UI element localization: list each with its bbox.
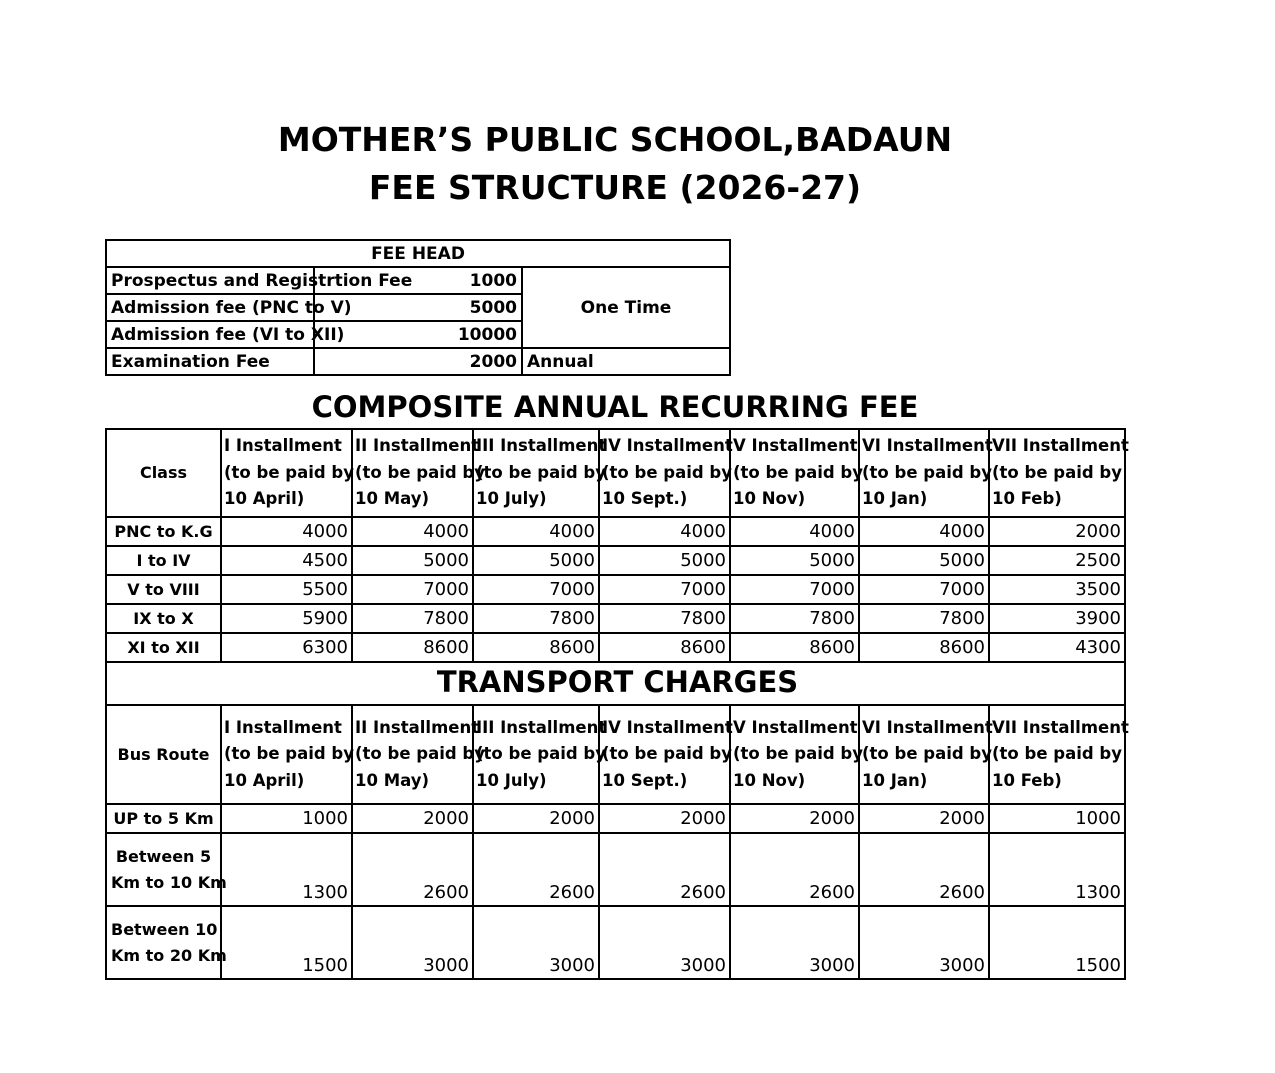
- installment-header: [352, 429, 485, 517]
- fee-cell: 8600: [352, 633, 473, 662]
- fee-cell: 7000: [730, 575, 859, 604]
- class-label: I to IV: [106, 546, 221, 575]
- charge-cell: 1000: [221, 804, 352, 833]
- charge-cell: 1500: [221, 906, 352, 979]
- charge-cell: 2600: [473, 833, 599, 906]
- bus-route-label: [106, 833, 227, 906]
- installment-header-line: 10 Jan): [862, 770, 928, 790]
- installment-header-line: (to be paid by: [733, 744, 863, 764]
- installment-header-line: VII Installment: [992, 717, 1129, 737]
- installment-header-line: (to be paid by: [992, 462, 1122, 482]
- class-label: PNC to K.G: [106, 517, 221, 546]
- installment-header: [989, 705, 1129, 804]
- fee-cell: 5000: [859, 546, 989, 575]
- transport-charges-table: [105, 704, 1129, 980]
- installment-header-line: II Installment: [355, 717, 480, 737]
- fee-cell: 4000: [352, 517, 473, 546]
- installment-header-line: II Installment: [355, 436, 480, 456]
- installment-header-line: I Installment: [224, 436, 342, 456]
- fee-amount: 5000: [314, 294, 522, 321]
- fee-cell: 5000: [730, 546, 859, 575]
- fee-cell: 4000: [473, 517, 599, 546]
- fee-cell: 4000: [730, 517, 859, 546]
- installment-header-line: V Installment: [733, 717, 858, 737]
- installment-header-line: (to be paid by: [602, 462, 732, 482]
- charge-cell: 2600: [859, 833, 989, 906]
- table-row: [106, 906, 1125, 979]
- fee-cell: 4000: [221, 517, 352, 546]
- fee-label: Examination Fee: [106, 348, 314, 375]
- table-row: [106, 604, 1125, 633]
- fee-cell: 7800: [473, 604, 599, 633]
- charge-cell: 2000: [352, 804, 473, 833]
- fee-cell: 5000: [599, 546, 730, 575]
- table-row: [106, 633, 1125, 662]
- fee-cell: 4300: [989, 633, 1125, 662]
- fee-cell: 7800: [352, 604, 473, 633]
- fee-cell: 2000: [989, 517, 1125, 546]
- charge-cell: 3000: [599, 906, 730, 979]
- installment-header-line: (to be paid by: [476, 744, 606, 764]
- table-row: [106, 546, 1125, 575]
- header-row: [106, 705, 1125, 804]
- fee-cell: 8600: [730, 633, 859, 662]
- installment-header-line: 10 Sept.): [602, 770, 688, 790]
- fee-head-header: FEE HEAD: [106, 240, 730, 267]
- table-row: [106, 517, 1125, 546]
- fee-label: Prospectus and Registrtion Fee: [106, 267, 314, 294]
- installment-header-line: 10 April): [224, 770, 305, 790]
- fee-cell: 5000: [473, 546, 599, 575]
- charge-cell: 2000: [859, 804, 989, 833]
- fee-head-table: [105, 239, 731, 376]
- installment-header: [473, 705, 607, 804]
- installment-header: [221, 429, 352, 517]
- installment-header: [989, 429, 1129, 517]
- installment-header: [730, 705, 863, 804]
- fee-cell: 5900: [221, 604, 352, 633]
- installment-header-line: (to be paid by: [355, 744, 485, 764]
- installment-header: [599, 429, 733, 517]
- class-label: IX to X: [106, 604, 221, 633]
- installment-header-line: III Installment: [476, 717, 607, 737]
- composite-fee-title: COMPOSITE ANNUAL RECURRING FEE: [311, 390, 919, 424]
- bus-route-label: [106, 804, 221, 833]
- fee-cell: 6300: [221, 633, 352, 662]
- installment-header-line: 10 Nov): [733, 770, 806, 790]
- fee-cell: 8600: [473, 633, 599, 662]
- installment-header-line: (to be paid by: [992, 744, 1122, 764]
- fee-cell: 7800: [599, 604, 730, 633]
- charge-cell: 2600: [599, 833, 730, 906]
- bus-route-label-line: Between 5: [115, 846, 212, 866]
- installment-header-line: VI Installment: [862, 436, 993, 456]
- installment-header-line: 10 July): [476, 770, 547, 790]
- fee-cell: 8600: [859, 633, 989, 662]
- charge-cell: 2600: [352, 833, 473, 906]
- charge-cell: 3000: [730, 906, 859, 979]
- fee-cell: 7000: [473, 575, 599, 604]
- installment-header-line: IV Installment: [602, 436, 733, 456]
- installment-header: [859, 705, 993, 804]
- first-column-header: Class: [106, 429, 221, 517]
- installment-header: [221, 705, 352, 804]
- installment-header-line: (to be paid by: [476, 462, 606, 482]
- bus-route-label-line: UP to 5 Km: [113, 808, 214, 828]
- fee-cell: 2500: [989, 546, 1125, 575]
- installment-header-line: 10 Feb): [992, 770, 1062, 790]
- transport-charges-title: TRANSPORT CHARGES: [436, 665, 799, 699]
- first-column-header: Bus Route: [106, 705, 221, 804]
- fee-cell: 4500: [221, 546, 352, 575]
- fee-label: Admission fee (VI to XII): [106, 321, 314, 348]
- installment-header-line: 10 July): [476, 489, 547, 509]
- bus-route-label-line: Km to 10 Km: [111, 872, 227, 892]
- installment-header-line: 10 Jan): [862, 489, 928, 509]
- charge-cell: 1300: [221, 833, 352, 906]
- installment-header-line: (to be paid by: [224, 744, 354, 764]
- table-row: [106, 804, 1125, 833]
- composite-fee-table: [105, 428, 1129, 663]
- installment-header-line: 10 Feb): [992, 489, 1062, 509]
- charge-cell: 1000: [989, 804, 1125, 833]
- installment-header-line: I Installment: [224, 717, 342, 737]
- installment-header-line: (to be paid by: [862, 744, 992, 764]
- fee-cell: 7800: [730, 604, 859, 633]
- installment-header: [352, 705, 485, 804]
- installment-header-line: (to be paid by: [355, 462, 485, 482]
- installment-header-line: IV Installment: [602, 717, 733, 737]
- installment-header-line: (to be paid by: [602, 744, 732, 764]
- school-name: MOTHER’S PUBLIC SCHOOL,BADAUN: [277, 120, 953, 159]
- table-row: [106, 575, 1125, 604]
- fee-cell: 7000: [859, 575, 989, 604]
- header-row: [106, 429, 1125, 517]
- charge-cell: 2000: [473, 804, 599, 833]
- fee-amount: 2000: [314, 348, 522, 375]
- charge-cell: 2600: [730, 833, 859, 906]
- installment-header-line: VII Installment: [992, 436, 1129, 456]
- bus-route-label-line: Between 10: [111, 919, 218, 939]
- page-title: FEE STRUCTURE (2026-27): [368, 168, 862, 207]
- fee-label: Admission fee (PNC to V): [106, 294, 314, 321]
- installment-header-line: V Installment: [733, 436, 858, 456]
- one-time-label: One Time: [522, 267, 730, 348]
- bus-route-label: [106, 906, 227, 979]
- installment-header-line: (to be paid by: [862, 462, 992, 482]
- transport-title-row: [105, 659, 1126, 705]
- fee-cell: 8600: [599, 633, 730, 662]
- installment-header: [859, 429, 993, 517]
- class-label: XI to XII: [106, 633, 221, 662]
- fee-cell: 4000: [859, 517, 989, 546]
- charge-cell: 2000: [730, 804, 859, 833]
- installment-header-line: 10 May): [355, 489, 430, 509]
- installment-header-line: 10 Sept.): [602, 489, 688, 509]
- fee-cell: 4000: [599, 517, 730, 546]
- annual-label: Annual: [522, 348, 730, 375]
- fee-cell: 3900: [989, 604, 1125, 633]
- charge-cell: 3000: [859, 906, 989, 979]
- class-label: V to VIII: [106, 575, 221, 604]
- charge-cell: 3000: [473, 906, 599, 979]
- installment-header: [473, 429, 607, 517]
- charge-cell: 1300: [989, 833, 1125, 906]
- installment-header: [599, 705, 733, 804]
- bus-route-label-line: Km to 20 Km: [111, 945, 227, 965]
- charge-cell: 2000: [599, 804, 730, 833]
- installment-header-line: III Installment: [476, 436, 607, 456]
- charge-cell: 3000: [352, 906, 473, 979]
- installment-header: [730, 429, 863, 517]
- fee-cell: 7000: [352, 575, 473, 604]
- fee-cell: 7000: [599, 575, 730, 604]
- fee-amount: 1000: [314, 267, 522, 294]
- fee-cell: 5000: [352, 546, 473, 575]
- fee-cell: 3500: [989, 575, 1125, 604]
- fee-cell: 5500: [221, 575, 352, 604]
- table-row: [106, 833, 1125, 906]
- charge-cell: 1500: [989, 906, 1125, 979]
- fee-amount: 10000: [314, 321, 522, 348]
- installment-header-line: 10 May): [355, 770, 430, 790]
- installment-header-line: (to be paid by: [224, 462, 354, 482]
- fee-cell: 7800: [859, 604, 989, 633]
- installment-header-line: VI Installment: [862, 717, 993, 737]
- installment-header-line: 10 Nov): [733, 489, 806, 509]
- installment-header-line: (to be paid by: [733, 462, 863, 482]
- installment-header-line: 10 April): [224, 489, 305, 509]
